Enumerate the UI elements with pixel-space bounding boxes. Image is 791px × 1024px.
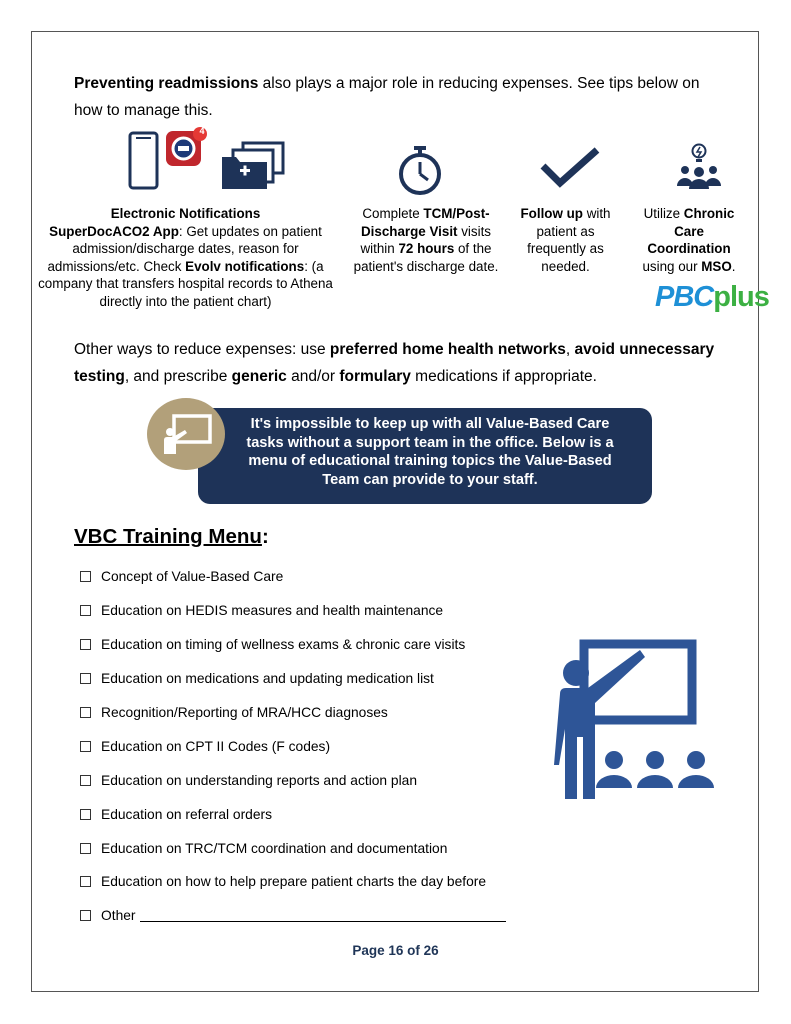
column-text: of the patient's discharge date.	[353, 241, 499, 274]
medical-folders-icon	[221, 141, 285, 191]
paragraph-text: and/or	[286, 368, 340, 385]
menu-item	[80, 865, 506, 899]
column-text: .	[731, 258, 736, 274]
column-bold: TCM/Post-Discharge Visit	[361, 206, 490, 239]
menu-item-label: Recognition/Reporting of MRA/HCC diagnoses	[101, 705, 388, 720]
column-bold: Follow up	[520, 206, 583, 221]
column-text: : Get updates on patient admission/discharge dates, reason for admissions/etc. Check	[47, 223, 322, 274]
paragraph-bold: avoid unnecessary testing	[74, 341, 715, 385]
follow-up-text	[513, 205, 618, 275]
menu-item-label: Education on timing of wellness exams & chronic care visits	[101, 637, 466, 653]
menu-item	[80, 831, 506, 865]
pbcplus-logo	[655, 281, 769, 314]
column-text: Complete	[362, 206, 424, 221]
checkbox[interactable]	[80, 809, 91, 820]
menu-item-label: Education on how to help prepare patient charts the day before	[101, 874, 487, 890]
menu-item-label: Education on TRC/TCM coordination and documentation	[101, 840, 448, 856]
checkbox[interactable]	[80, 639, 91, 650]
teacher-presentation-icon	[538, 638, 718, 800]
column-text: using our	[642, 258, 702, 274]
evolv-notifications: Evolv notifications	[185, 258, 305, 274]
column-text: Utilize	[643, 206, 684, 221]
other-ways-paragraph	[74, 336, 734, 390]
intro-paragraph	[74, 70, 724, 124]
checkmark-icon	[540, 147, 600, 189]
column-text: with patient as frequently as needed.	[527, 206, 611, 274]
menu-item	[80, 594, 506, 628]
menu-item	[80, 729, 506, 763]
menu-item-label: Concept of Value-Based Care	[101, 569, 284, 585]
column-bold: Chronic Care Coordination	[647, 206, 735, 256]
menu-item	[80, 696, 506, 730]
notification-badge: 4	[199, 126, 205, 136]
column-bold: 72 hours	[398, 241, 455, 256]
checkbox[interactable]	[80, 741, 91, 752]
checkbox[interactable]	[80, 571, 91, 582]
page-number: Page 16 of 26	[352, 943, 439, 958]
checkbox[interactable]	[80, 605, 91, 616]
menu-item-label: Education on understanding reports and action plan	[101, 772, 418, 788]
presentation-icon	[160, 412, 214, 456]
checkbox[interactable]	[80, 775, 91, 786]
checkbox[interactable]	[80, 673, 91, 684]
banner-text: It's impossible to keep up with all Value-Based Care tasks without a support team in the office. Below is a menu of educational training topics the Value-Based Team can provide to your staff.	[246, 416, 614, 488]
column-title: Electronic Notifications	[110, 206, 261, 221]
checkbox[interactable]	[80, 843, 91, 854]
logo-left: PBC	[655, 281, 714, 313]
logo-right: plus	[713, 281, 769, 313]
menu-item	[80, 628, 506, 662]
checkbox[interactable]	[80, 910, 91, 921]
chronic-care-text	[634, 205, 744, 275]
checkbox[interactable]	[80, 707, 91, 718]
training-menu-list	[80, 560, 506, 933]
menu-item	[80, 763, 506, 797]
paragraph-text: medications if appropriate.	[410, 368, 597, 385]
menu-item-label: Education on HEDIS measures and health maintenance	[101, 603, 444, 619]
paragraph-bold: formulary	[339, 368, 411, 385]
paragraph-text: , and prescribe	[124, 368, 232, 385]
menu-item	[80, 560, 506, 594]
training-menu-title	[74, 525, 269, 549]
column-text: : (a company that transfers hospital records to Athena directly into the patient chart)	[38, 258, 333, 309]
menu-item-label: Education on CPT II Codes (F codes)	[101, 738, 331, 754]
paragraph-bold: preferred home health networks	[329, 341, 566, 358]
intro-text: also plays a major role in reducing expenses. See tips below on how to manage this.	[74, 75, 700, 119]
paragraph-text: Other ways to reduce expenses: use	[74, 341, 330, 358]
menu-item-label: Education on medications and updating medication list	[101, 671, 434, 687]
checkbox[interactable]	[80, 876, 91, 887]
app-name: SuperDocACO2 App	[49, 223, 179, 239]
menu-item-other	[80, 899, 506, 933]
electronic-notifications-text	[38, 205, 333, 310]
menu-title-colon: :	[261, 525, 269, 548]
paragraph-bold: generic	[231, 368, 287, 385]
column-bold: MSO	[701, 258, 732, 274]
intro-bold: Preventing readmissions	[74, 75, 259, 92]
team-idea-icon	[674, 143, 724, 191]
menu-item-label: Other	[101, 908, 136, 924]
stopwatch-icon	[396, 145, 444, 197]
menu-item	[80, 662, 506, 696]
column-text: visits within	[360, 223, 491, 256]
smartphone-icon	[128, 131, 160, 191]
menu-item	[80, 797, 506, 831]
tcm-visit-text	[351, 205, 501, 275]
other-write-in-line[interactable]	[140, 909, 506, 922]
paragraph-text: ,	[565, 341, 575, 358]
menu-item-label: Education on referral orders	[101, 806, 273, 822]
menu-title-text: VBC Training Menu	[74, 525, 262, 548]
